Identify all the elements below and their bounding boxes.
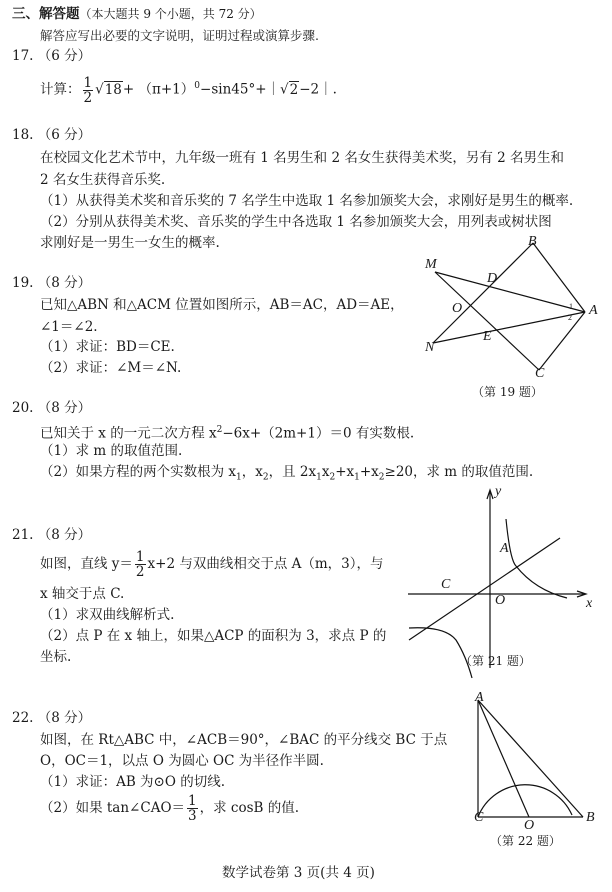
figure-19-caption: （第 19 题） — [472, 385, 543, 399]
q19-line: 已知△ABN 和△ACM 位置如图所示，AB＝AC，AD＝AE， — [40, 297, 404, 313]
label-A: A — [589, 303, 598, 318]
q18-number: 18. — [12, 127, 34, 143]
denominator: 2 — [83, 89, 93, 106]
label-A: A — [475, 690, 484, 705]
figure-21-caption: （第 21 题） — [460, 654, 531, 668]
q21-part1: （1）求双曲线解析式. — [40, 607, 175, 623]
text: x+2 与双曲线相交于点 A（m，3），与 — [147, 556, 384, 572]
line-y-half-x-plus-2 — [409, 538, 560, 640]
text: x — [321, 464, 330, 480]
text: ，x — [241, 464, 263, 480]
numerator: 1 — [83, 74, 93, 91]
label-C: C — [535, 366, 545, 381]
text: 如图，直线 y＝ — [40, 556, 133, 572]
q18-line: 在校园文化艺术节中，九年级一班有 1 名男生和 2 名女生获得美术奖，另有 2 名男生和 — [40, 150, 565, 166]
text: ，且 2x — [268, 464, 317, 480]
label-M: M — [425, 257, 437, 272]
label-O: O — [524, 818, 535, 833]
q20-score: （8 分） — [37, 400, 92, 416]
label-A: A — [500, 541, 509, 556]
q19-part2: （2）求证：∠M＝∠N. — [40, 360, 182, 376]
q22-line: 如图，在 Rt△ABC 中，∠ACB＝90°，∠BAC 的平分线交 BC 于点 — [40, 732, 448, 748]
q21-score: （8 分） — [37, 527, 92, 543]
angle-2-label: 2 — [568, 313, 572, 322]
label-E: E — [483, 329, 492, 344]
section-instruction: 解答应写出必要的文字说明，证明过程或演算步骤. — [40, 28, 319, 43]
label-y: y — [495, 484, 502, 499]
segment-AB — [533, 243, 585, 312]
numerator: 1 — [188, 793, 197, 809]
q21-line: x 轴交于点 C. — [40, 586, 125, 602]
sqrt-arg: 2 — [289, 81, 299, 98]
exponent: 2 — [216, 425, 223, 435]
segment-AB — [478, 700, 583, 817]
q20-number: 20. — [12, 400, 34, 416]
angle-1-label: 1 — [569, 302, 573, 311]
subscript: 2 — [329, 472, 336, 483]
q22-number: 22. — [12, 710, 34, 726]
q22-line: O，OC＝1，以点 O 为圆心 OC 为半径作半圆. — [40, 753, 324, 769]
denominator: 2 — [135, 564, 145, 580]
segment-BN — [433, 243, 533, 343]
q17-number: 17. — [12, 48, 34, 64]
text: ≥20，求 m 的取值范围. — [384, 464, 534, 480]
text: （2）如果方程的两个实数根为 x — [40, 464, 236, 480]
q19-part1: （1）求证：BD＝CE. — [40, 339, 175, 355]
subscript: 1 — [236, 472, 242, 483]
q17-score: （6 分） — [37, 48, 92, 64]
expr-part: + （π+1） — [122, 81, 195, 98]
label-D: D — [487, 271, 498, 286]
segment-AC — [539, 312, 585, 370]
hyperbola-branch-1 — [506, 519, 567, 598]
label-O: O — [495, 593, 506, 608]
q18-part2: （2）分别从获得美术奖、音乐奖的学生中各选取 1 名参加颁奖大会，用列表或树状图 — [40, 214, 552, 230]
text: +x — [359, 464, 379, 480]
q19-number: 19. — [12, 275, 34, 291]
text: +x — [335, 464, 355, 480]
label-B: B — [528, 234, 537, 249]
q22-part1: （1）求证：AB 为⊙O 的切线. — [40, 774, 226, 790]
q21-line: 坐标. — [40, 649, 72, 665]
q18-line: 2 名女生获得音乐奖. — [40, 172, 166, 188]
q17-expression: 计算： $\frac{1}{2}$ $√18+ (\pi+1)^0-\sin 45^\circ+|√2-2|$. — [40, 74, 337, 106]
text: （2）如果 tan∠CAO＝ — [40, 800, 186, 816]
q18-line: 求刚好是一男生一女生的概率. — [40, 235, 220, 251]
subscript: 1 — [316, 472, 322, 483]
q21-part2: （2）点 P 在 x 轴上，如果△ACP 的面积为 3，求点 P 的 — [40, 628, 387, 644]
q18-score: （6 分） — [37, 127, 92, 143]
subscript: 2 — [378, 472, 385, 483]
label-B: B — [586, 810, 595, 825]
numerator: 1 — [135, 549, 145, 565]
q20-part1: （1）求 m 的取值范围. — [40, 443, 183, 459]
subscript: 2 — [262, 472, 269, 483]
section-note: （本大题共 9 个小题，共 72 分） — [79, 7, 262, 21]
exponent: 0 — [194, 81, 201, 91]
text: ，求 cosB 的值. — [199, 800, 300, 816]
label-C: C — [474, 810, 484, 825]
label-O: O — [452, 301, 463, 316]
figure-21 — [408, 490, 586, 678]
figure-22 — [478, 700, 583, 817]
label-N: N — [425, 340, 435, 355]
sqrt-arg: 18 — [104, 81, 122, 98]
q21-number: 21. — [12, 527, 34, 543]
subscript: 1 — [354, 472, 360, 483]
denominator: 3 — [188, 808, 197, 824]
q19-line: ∠1＝∠2. — [40, 319, 98, 335]
label-x: x — [586, 596, 593, 611]
expr-part: −2｜. — [299, 81, 337, 98]
expr-part: −sin45°+｜ — [200, 81, 281, 98]
q18-part1: （1）从获得美术奖和音乐奖的 7 名学生中选取 1 名参加颁奖大会，求刚好是男生的概率. — [40, 193, 574, 209]
page-footer: 数学试卷第 3 页(共 4 页) — [222, 865, 375, 881]
label-C: C — [441, 577, 451, 592]
q17-prefix: 计算： — [40, 81, 81, 98]
figure-22-caption: （第 22 题） — [490, 834, 561, 848]
q19-score: （8 分） — [37, 275, 92, 291]
q22-score: （8 分） — [37, 710, 92, 726]
text: 已知关于 x 的一元二次方程 x — [40, 425, 217, 442]
segment-AO — [478, 700, 529, 817]
text: −6x+（2m+1）＝0 有实数根. — [222, 425, 415, 442]
section-title: 三、解答题 — [12, 6, 80, 22]
